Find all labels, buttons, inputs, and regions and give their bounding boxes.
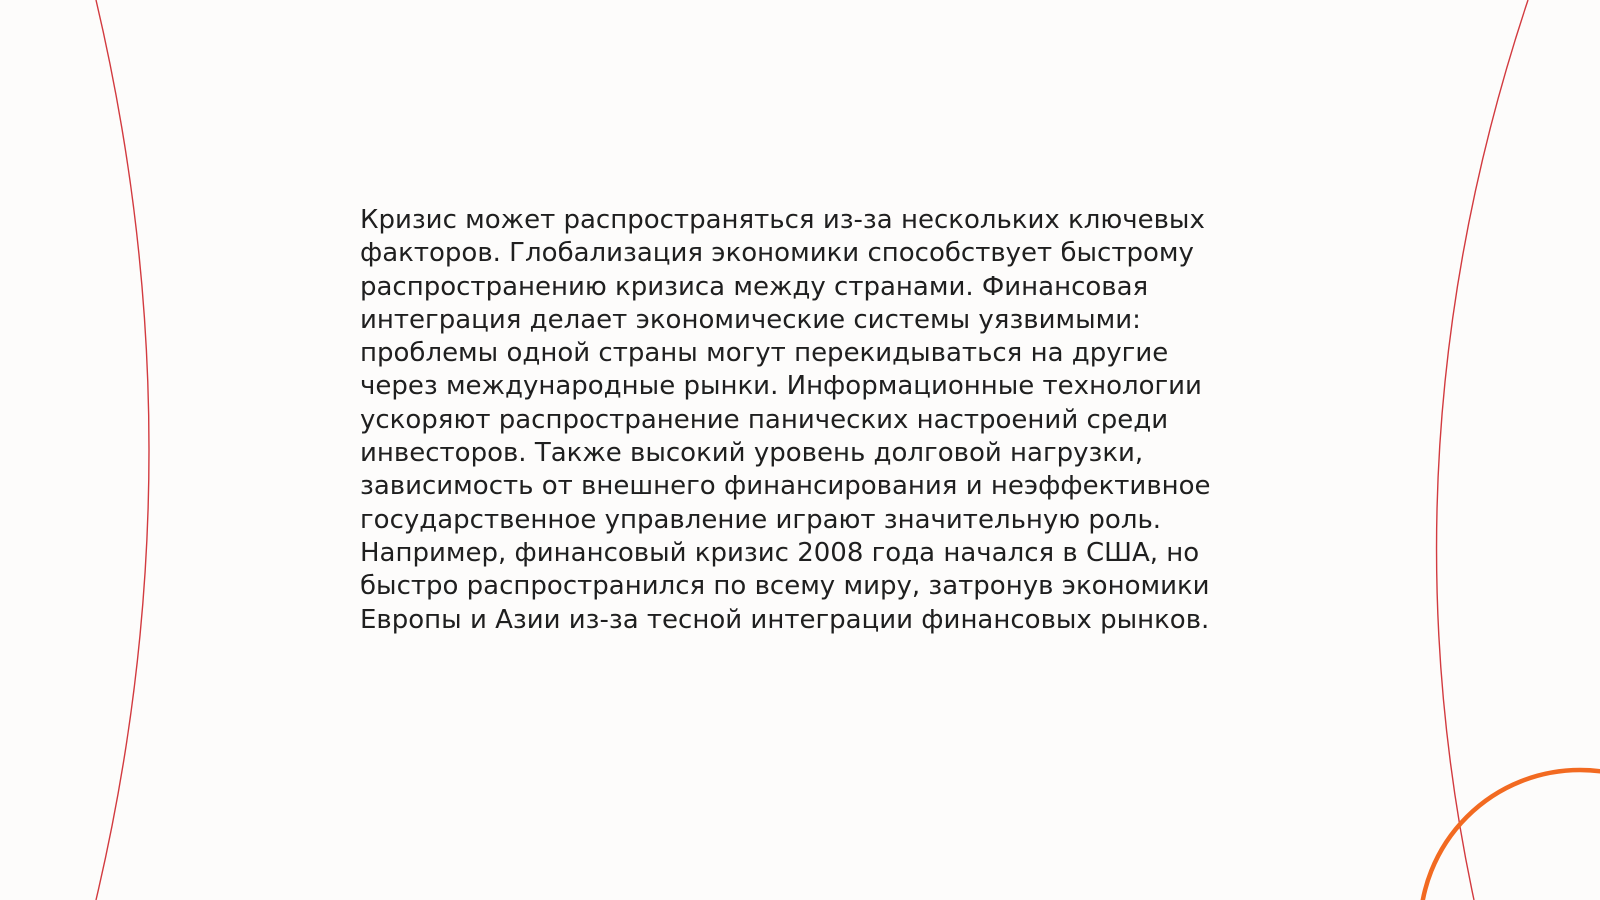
text-line: ускоряют распространение панических настроений среди bbox=[360, 404, 1169, 435]
text-line: факторов. Глобализация экономики способствует быстрому bbox=[360, 238, 1194, 269]
accent-arc bbox=[1420, 770, 1600, 900]
text-line: инвесторов. Также высокий уровень долговой нагрузки, bbox=[360, 438, 1144, 469]
text-line: проблемы одной страны могут перекидываться на другие bbox=[360, 338, 1169, 369]
text-line: Кризис может распространяться из-за нескольких ключевых bbox=[360, 205, 1205, 235]
text-line: распространению кризиса между странами. Финансовая bbox=[360, 271, 1149, 302]
text-line: зависимость от внешнего финансирования и неэффективное bbox=[360, 471, 1211, 502]
text-line: быстро распространился по всему миру, затронув экономики bbox=[360, 571, 1210, 602]
right-curve bbox=[1437, 0, 1528, 900]
text-line: интеграция делает экономические системы уязвимыми: bbox=[360, 304, 1141, 335]
text-line: через международные рынки. Информационные технологии bbox=[360, 371, 1202, 402]
text-line: Европы и Азии из-за тесной интеграции финансовых рынков. bbox=[360, 604, 1210, 635]
text-line: государственное управление играют значительную роль. bbox=[360, 504, 1162, 535]
text-line: Например, финансовый кризис 2008 года начался в США, но bbox=[360, 537, 1200, 568]
left-curve bbox=[96, 0, 149, 900]
body-paragraph bbox=[360, 204, 1220, 637]
